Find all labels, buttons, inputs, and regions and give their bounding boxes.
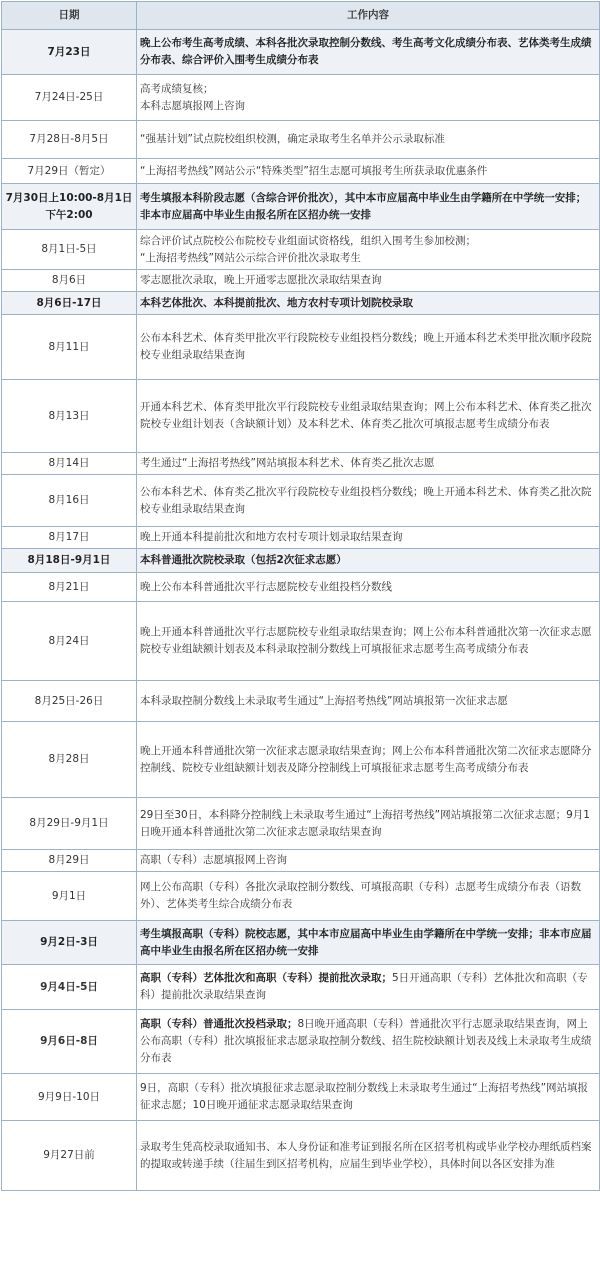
row-date: 7月28日-8月5日 <box>2 121 137 159</box>
row-content-line: 8日晚开通高职（专科）普通批次平行志愿录取结果查询，网上公布高职（专科）批次填报征求志愿录取控制分数线、招生院校缺额计划表及线上未录取考生成绩分布表 <box>140 1018 592 1064</box>
row-date: 8月24日 <box>2 602 137 681</box>
row-content <box>137 573 600 602</box>
row-content-line: 网上公布高职（专科）各批次录取控制分数线、可填报高职（专科）志愿考生成绩分布表（语数外）、艺体类考生综合成绩分布表 <box>140 881 581 910</box>
row-content-line: 高考成绩复核； <box>140 82 214 95</box>
row-date: 8月11日 <box>2 315 137 380</box>
table-row <box>2 159 600 184</box>
row-content <box>137 315 600 380</box>
table-row <box>2 184 600 230</box>
row-content-line: 录取考生凭高校录取通知书、本人身份证和准考证到报名所在区招考机构或毕业学校办理纸质档案的提取或转递手续（往届生到区招考机构，应届生到毕业学校），具体时间以各区安排为准 <box>140 1140 592 1170</box>
row-content-lead: 高职（专科）普通批次投档录取； <box>140 1018 298 1030</box>
row-date: 9月27日前 <box>2 1121 137 1191</box>
row-content <box>137 965 600 1010</box>
row-content-line: 29日至30日，本科降分控制线上未录取考生通过“上海招考热线”网站填报第二次征求志愿；9月1日晚开通本科普通批次第二次征求志愿录取结果查询 <box>140 808 590 838</box>
table-row <box>2 965 600 1010</box>
row-date: 8月1日-5日 <box>2 230 137 270</box>
row-content <box>137 475 600 527</box>
row-content-line: 考生通过“上海招考热线”网站填报本科艺术、体育类乙批次志愿 <box>140 457 435 469</box>
row-content-line: 晚上公布考生高考成绩、本科各批次录取控制分数线、考生高考文化成绩分布表、艺体类考生成绩分布表、综合评价入围考生成绩分布表 <box>140 37 592 66</box>
table-row <box>2 315 600 380</box>
row-date: 8月6日-17日 <box>2 292 137 315</box>
row-content <box>137 184 600 230</box>
row-content-line: 考生填报高职（专科）院校志愿，其中本市应届高中毕业生由学籍所在中学统一安排；非本市应届高中毕业生由报名所在区招办统一安排 <box>140 927 592 957</box>
row-content <box>137 75 600 121</box>
row-date: 8月29日-9月1日 <box>2 798 137 850</box>
row-date: 8月16日 <box>2 475 137 527</box>
row-date: 9月1日 <box>2 872 137 921</box>
row-content <box>137 159 600 184</box>
row-content-line: 开通本科艺术、体育类甲批次平行段院校专业组录取结果查询；网上公布本科艺术、体育类乙批次院校专业组计划表（含缺额计划）及本科艺术、体育类乙批次可填报志愿考生成绩分布表 <box>140 401 592 430</box>
row-date: 9月6日-8日 <box>2 1010 137 1074</box>
row-content <box>137 602 600 681</box>
row-content-line: 晚上开通本科普通批次第一次征求志愿录取结果查询；网上公布本科普通批次第二次征求志愿降分控制线、院校专业组缺额计划表及降分控制线上可填报征求志愿考生高考成绩分布表 <box>140 744 592 774</box>
row-content <box>137 292 600 315</box>
row-date: 8月25日-26日 <box>2 681 137 722</box>
row-content <box>137 549 600 573</box>
row-date: 8月17日 <box>2 527 137 549</box>
row-content <box>137 1074 600 1121</box>
row-content-line: 本科录取控制分数线上未录取考生通过“上海招考热线”网站填报第一次征求志愿 <box>140 694 508 707</box>
row-content-lead: 高职（专科）艺体批次和高职（专科）提前批次录取； <box>140 972 392 984</box>
row-date: 8月28日 <box>2 722 137 798</box>
row-content-line: 零志愿批次录取，晚上开通零志愿批次录取结果查询 <box>140 274 382 286</box>
row-date: 8月6日 <box>2 270 137 292</box>
table-row <box>2 872 600 921</box>
row-date: 8月13日 <box>2 380 137 453</box>
row-content-line: “上海招考热线”网站公示“特殊类型”招生志愿可填报考生所获录取优惠条件 <box>140 164 488 177</box>
row-content <box>137 722 600 798</box>
row-content <box>137 681 600 722</box>
table-row <box>2 1074 600 1121</box>
table-row <box>2 602 600 681</box>
table-row <box>2 527 600 549</box>
row-content-line: 本科志愿填报网上咨询 <box>140 99 245 112</box>
row-date: 8月29日 <box>2 850 137 872</box>
row-content <box>137 453 600 475</box>
header-content: 工作内容 <box>137 2 600 30</box>
table-row <box>2 75 600 121</box>
row-content-line: 晚上公布本科普通批次平行志愿院校专业组投档分数线 <box>140 580 392 593</box>
row-content-line: “上海招考热线”网站公示综合评价批次录取考生 <box>140 251 361 264</box>
row-content <box>137 527 600 549</box>
row-content-line: 晚上开通本科普通批次平行志愿院校专业组录取结果查询；网上公布本科普通批次第一次征求志愿院校专业组缺额计划表及本科录取控制分数线上可填报征求志愿考生高考成绩分布表 <box>140 626 592 655</box>
table-row <box>2 549 600 573</box>
row-date: 7月30日上10:00-8月1日下午2:00 <box>2 184 137 230</box>
row-date: 9月9日-10日 <box>2 1074 137 1121</box>
table-row <box>2 681 600 722</box>
table-row <box>2 292 600 315</box>
row-content-line: 考生填报本科阶段志愿（含综合评价批次），其中本市应届高中毕业生由学籍所在中学统一安排；非本市应届高中毕业生由报名所在区招办统一安排 <box>140 191 587 221</box>
row-content <box>137 380 600 453</box>
table-row <box>2 121 600 159</box>
row-content-line: 晚上开通本科提前批次和地方农村专项计划录取结果查询 <box>140 531 403 543</box>
row-content <box>137 270 600 292</box>
row-content <box>137 850 600 872</box>
row-content <box>137 1121 600 1191</box>
table-row <box>2 270 600 292</box>
row-content-line: 9日，高职（专科）批次填报征求志愿录取控制分数线上未录取考生通过“上海招考热线”网站填报征求志愿；10日晚开通征求志愿录取结果查询 <box>140 1082 589 1111</box>
table-row <box>2 30 600 75</box>
row-content-line: 综合评价试点院校公布院校专业组面试资格线，组织入围考生参加校测； <box>140 234 476 247</box>
table-header-row <box>2 2 600 30</box>
header-date: 日期 <box>2 2 137 30</box>
row-content <box>137 872 600 921</box>
schedule-body <box>2 30 600 1191</box>
table-row <box>2 1010 600 1074</box>
row-content-line: “强基计划”试点院校组织校测，确定录取考生名单并公示录取标准 <box>140 133 445 145</box>
row-date: 7月23日 <box>2 30 137 75</box>
row-content-line: 公布本科艺术、体育类乙批次平行段院校专业组投档分数线；晚上开通本科艺术、体育类乙批次院校专业组录取结果查询 <box>140 485 592 515</box>
row-date: 8月21日 <box>2 573 137 602</box>
table-row <box>2 230 600 270</box>
row-date: 8月14日 <box>2 453 137 475</box>
row-date: 9月4日-5日 <box>2 965 137 1010</box>
row-content-line: 本科普通批次院校录取（包括2次征求志愿） <box>140 554 347 566</box>
table-row <box>2 380 600 453</box>
table-row <box>2 1121 600 1191</box>
row-content-line: 高职（专科）志愿填报网上咨询 <box>140 854 287 866</box>
row-content <box>137 230 600 270</box>
row-content-line: 5日开通高职（专科）艺体批次和高职（专科）提前批次录取结果查询 <box>140 972 588 1001</box>
row-date: 8月18日-9月1日 <box>2 549 137 573</box>
row-content <box>137 798 600 850</box>
row-date: 9月2日-3日 <box>2 921 137 965</box>
table-row <box>2 798 600 850</box>
row-content <box>137 121 600 159</box>
table-row <box>2 453 600 475</box>
row-content <box>137 1010 600 1074</box>
table-row <box>2 573 600 602</box>
table-row <box>2 475 600 527</box>
row-date: 7月29日（暂定） <box>2 159 137 184</box>
table-row <box>2 722 600 798</box>
table-row <box>2 921 600 965</box>
row-content-line: 公布本科艺术、体育类甲批次平行段院校专业组投档分数线；晚上开通本科艺术类甲批次顺序段院校专业组录取结果查询 <box>140 332 592 361</box>
row-content <box>137 30 600 75</box>
row-content-line: 本科艺体批次、本科提前批次、地方农村专项计划院校录取 <box>140 296 413 309</box>
table-row <box>2 850 600 872</box>
row-content <box>137 921 600 965</box>
row-date: 7月24日-25日 <box>2 75 137 121</box>
schedule-table <box>1 1 600 1191</box>
